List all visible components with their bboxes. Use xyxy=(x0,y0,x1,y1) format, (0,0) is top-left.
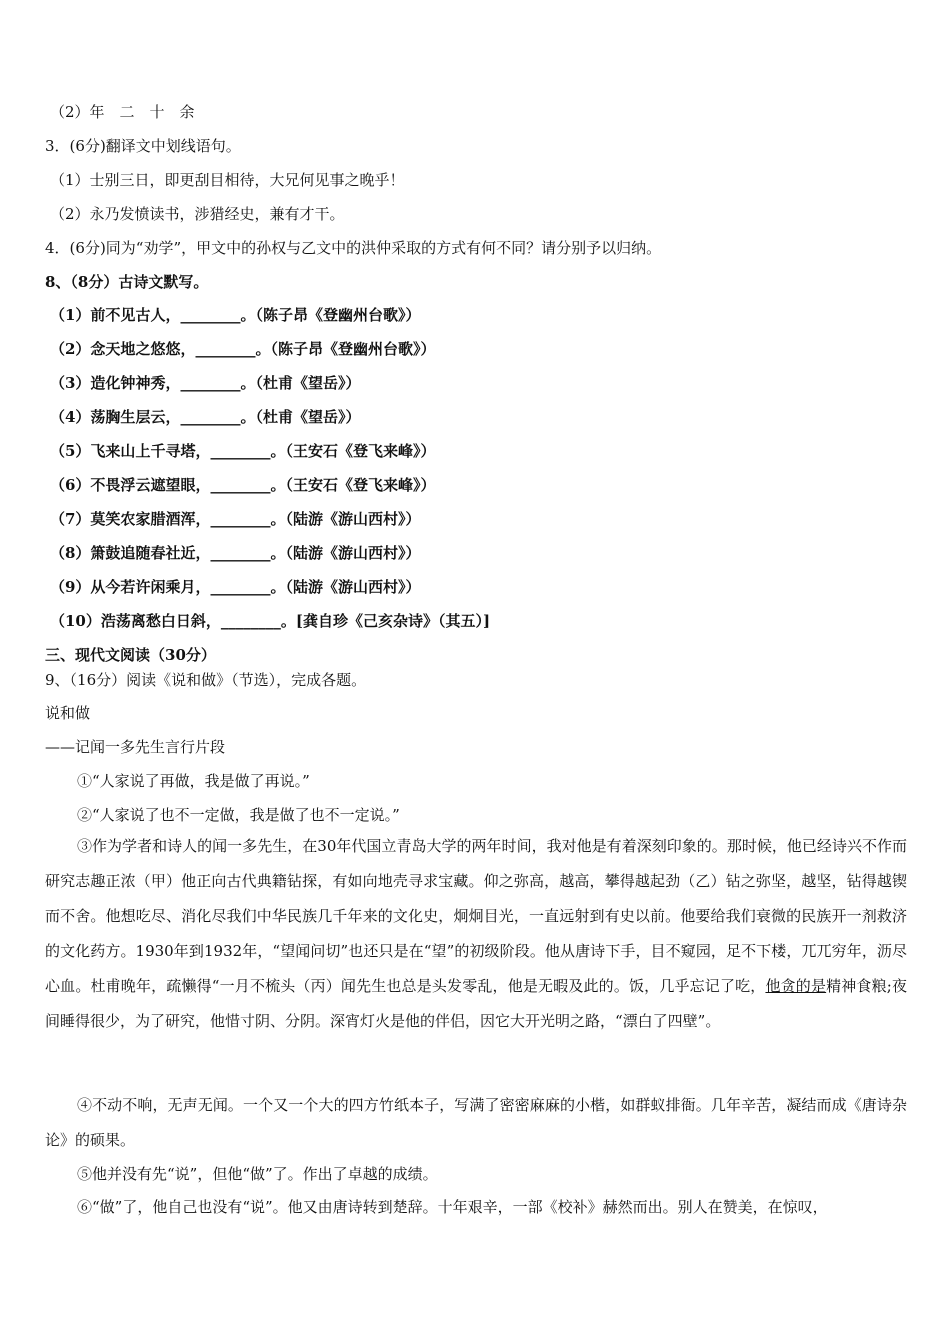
paragraph-3-part-a: ③作为学者和诗人的闻一多先生，在30年代国立青岛大学的两年时间，我对他是有着深刻印象的。那时候，他已经诗兴不作而研究志趣正浓（甲）他正向古代典籍钻探，有如向地壳寻求宝藏。仰之弥高，越高，攀得越起劲（乙）钻之弥坚，越坚，钻得越锲而不舍。他想吃尽、消化尽我们中华民族几千年来的文化史，炯炯目光，一直远射到有史以前。他要给我们衰微的民族开一剂救济的文化药方。1930年到1932年，“望闻问切”也还只是在“望”的初级阶段。他从唐诗下手，目不窥园，足不下楼，兀兀穷年，沥尽心血。杜甫晚年，疏懒得“一月不梳头（丙）闻先生也总是头发零乱，他是无暇及此的。饭，几乎忘记了吃， xyxy=(45,837,907,995)
paragraph-2: ②“人家说了也不一定做，我是做了也不一定说。” xyxy=(77,806,400,824)
q9-title: 9、（16分）阅读《说和做》（节选），完成各题。 xyxy=(45,671,367,689)
q8-item-3: （3）造化钟神秀，________。（杜甫《望岳》） xyxy=(50,374,361,392)
article-subtitle: ——记闻一多先生言行片段 xyxy=(45,738,226,756)
paragraph-4: ④不动不响，无声无闻。一个又一个大的四方竹纸本子，写满了密密麻麻的小楷，如群蚁排衙。几年辛苦，凝结而成《唐诗杂论》的硕果。 xyxy=(45,1096,907,1149)
q8-item-2: （2）念天地之悠悠，________。（陈子昂《登幽州台歌》） xyxy=(50,340,436,358)
q8-item-7: （7）莫笑农家腊酒浑，________。（陆游《游山西村》） xyxy=(50,510,421,528)
paragraph-5: ⑤他并没有先“说”，但他“做”了。作出了卓越的成绩。 xyxy=(77,1165,438,1183)
q8-item-10: （10）浩荡离愁白日斜，________。[龚自珍《己亥杂诗》（其五）] xyxy=(50,612,491,630)
paragraph-3 xyxy=(45,829,907,1039)
q8-item-4: （4）荡胸生层云，________。（杜甫《望岳》） xyxy=(50,408,361,426)
q3-item-1: （1）士别三日，即更刮目相待，大兄何见事之晚乎！ xyxy=(50,171,405,189)
underlined-phrase: 他贪的是 xyxy=(765,977,827,995)
paragraph-3-part-b: 精神食粮;夜间睡得很少，为了研究，他惜寸阴、分阴。深宵灯火是他的伴侣，因它大开光明之路，“漂白了四壁”。 xyxy=(45,977,907,1030)
q4-title: 4．(6分)同为“劝学”，甲文中的孙权与乙文中的洪仲采取的方式有何不同？请分别予以归纳。 xyxy=(45,239,662,257)
q8-item-9: （9）从今若许闲乘月，________。（陆游《游山西村》） xyxy=(50,578,421,596)
q8-item-6: （6）不畏浮云遮望眼，________。（王安石《登飞来峰》） xyxy=(50,476,436,494)
section-3-heading: 三、现代文阅读（30分） xyxy=(45,646,216,664)
paragraph-1: ①“人家说了再做，我是做了再说。” xyxy=(77,772,310,790)
article-title: 说和做 xyxy=(45,704,91,722)
q8-item-1: （1）前不见古人，________。（陈子昂《登幽州台歌》） xyxy=(50,306,421,324)
paragraph-6: ⑥“做”了，他自己也没有“说”。他又由唐诗转到楚辞。十年艰辛，一部《校补》赫然而出。别人在赞美，在惊叹， xyxy=(77,1198,828,1216)
q3-item-2: （2）永乃发愤读书，涉猎经史，兼有才干。 xyxy=(50,205,345,223)
q8-item-5: （5）飞来山上千寻塔，________。（王安石《登飞来峰》） xyxy=(50,442,436,460)
q8-title: 8、（8分）古诗文默写。 xyxy=(45,273,209,291)
q2-item-2: （2）年 二 十 余 xyxy=(50,103,195,121)
q8-item-8: （8）箫鼓追随春社近，________。（陆游《游山西村》） xyxy=(50,544,421,562)
q3-title: 3．(6分)翻译文中划线语句。 xyxy=(45,137,241,155)
